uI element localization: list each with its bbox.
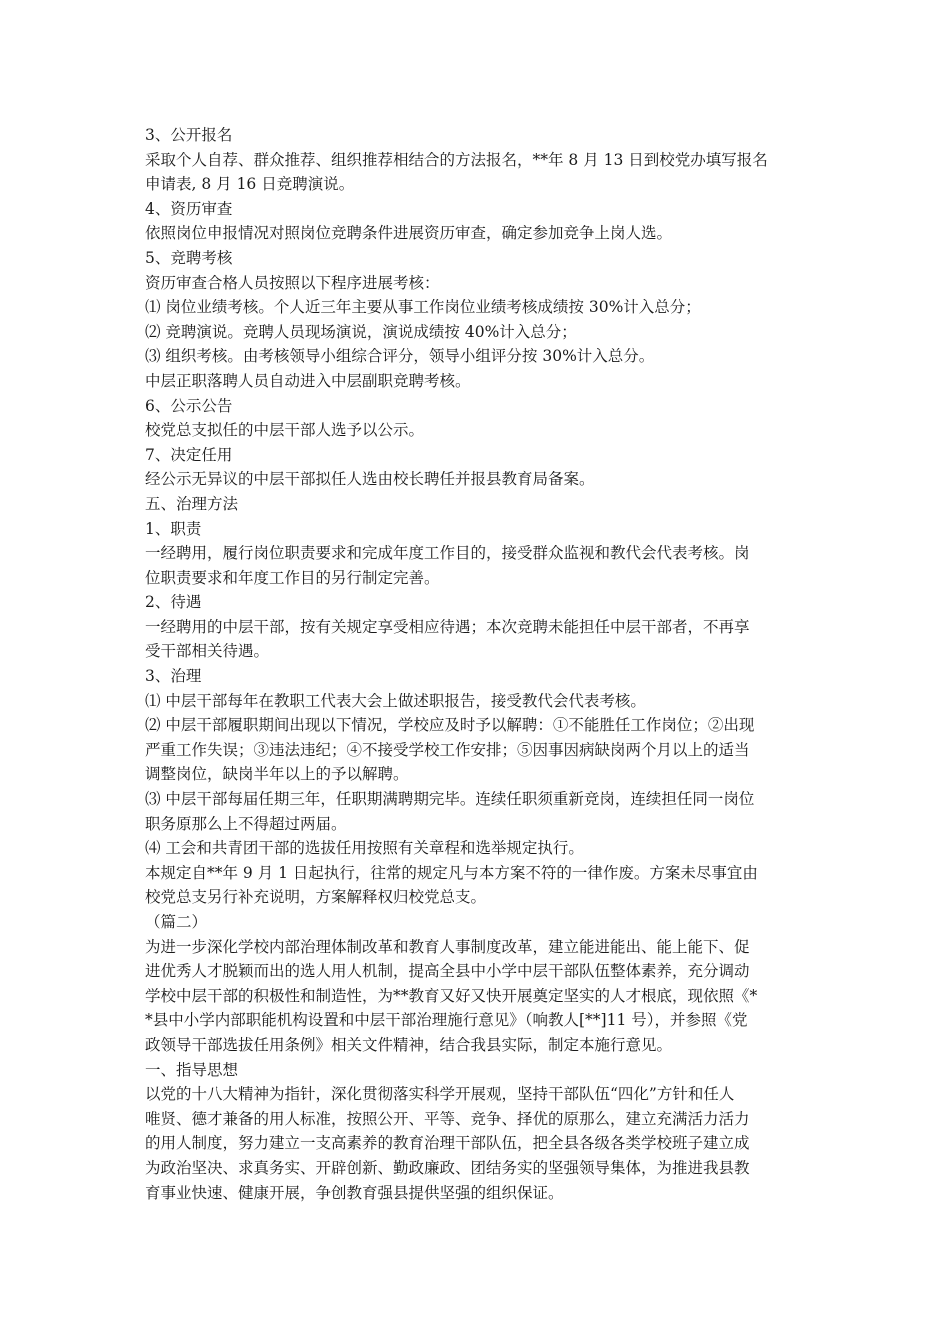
text-line: 的用人制度，努力建立一支高素养的教育治理干部队伍，把全县各级各类学校班子建立成: [145, 1134, 750, 1153]
text-line: 育事业快速、健康开展，争创教育强县提供坚强的组织保证。: [145, 1183, 564, 1202]
text-line: 校党总支另行补充说明，方案解释权归校党总支。: [145, 888, 487, 907]
text-line: ⑵ 竞聘演说。竞聘人员现场演说，演说成绩按 40%计入总分；: [145, 322, 577, 341]
text-line: 唯贤、德才兼备的用人标准，按照公开、平等、竞争、择优的原那么，建立充满活力活力: [145, 1109, 750, 1128]
text-line: 一经聘用，履行岗位职责要求和完成年度工作目的，接受群众监视和教代会代表考核。岗: [145, 544, 750, 563]
text-line: *县中小学内部职能机构设置和中层干部治理施行意见》（响教人[**]11 号），并参照《党: [145, 1011, 748, 1030]
text-line: 以党的十八大精神为指针，深化贯彻落实科学开展观，坚持干部队伍“四化”方针和任人: [145, 1085, 735, 1104]
text-line: 6、公示公告: [145, 396, 233, 415]
text-line: 2、待遇: [145, 593, 202, 612]
text-line: ⑴ 中层干部每年在教职工代表大会上做述职报告，接受教代会代表考核。: [145, 691, 646, 710]
text-line: 3、公开报名: [145, 126, 233, 144]
text-line: 4、资历审查: [145, 199, 233, 218]
text-line: 位职责要求和年度工作目的另行制定完善。: [145, 568, 440, 587]
text-line: 为政治坚决、求真务实、开辟创新、勤政廉政、团结务实的坚强领导集体，为推进我县教: [145, 1158, 750, 1177]
text-line: 学校中层干部的积极性和制造性，为**教育又好又快开展奠定坚实的人才根底，现依照《*: [145, 986, 758, 1005]
text-line: 校党总支拟任的中层干部人选予以公示。: [145, 421, 425, 440]
text-line: ⑵ 中层干部履职期间出现以下情况，学校应及时予以解聘：①不能胜任工作岗位；②出现: [145, 716, 755, 735]
text-line: ⑷ 工会和共青团干部的选拔任用按照有关章程和选举规定执行。: [145, 839, 584, 858]
text-line: （篇二）: [145, 913, 208, 931]
text-line: ⑶ 中层干部每届任期三年，任职期满聘期完毕。连续任职须重新竞岗，连续担任同一岗位: [145, 790, 755, 809]
text-line: 调整岗位，缺岗半年以上的予以解聘。: [145, 765, 409, 784]
text-line: 一经聘用的中层干部，按有关规定享受相应待遇；本次竞聘未能担任中层干部者，不再享: [145, 617, 750, 636]
text-line: 5、竞聘考核: [145, 248, 233, 267]
text-line: 一、指导思想: [145, 1060, 239, 1079]
text-line: 依照岗位申报情况对照岗位竞聘条件进展资历审查，确定参加竞争上岗人选。: [145, 224, 673, 243]
document-body: [145, 123, 810, 1205]
text-line: 经公示无异议的中层干部拟任人选由校长聘任并报县教育局备案。: [145, 470, 595, 489]
text-line: 为进一步深化学校内部治理体制改革和教育人事制度改革，建立能进能出、能上能下、促: [145, 937, 750, 956]
text-line: 五、治理方法: [145, 494, 239, 513]
text-line: 7、决定任用: [145, 445, 233, 464]
text-line: 1、职责: [145, 519, 202, 538]
text-line: 申请表, 8 月 16 日竞聘演说。: [145, 175, 355, 194]
text-line: 本规定自**年 9 月 1 日起执行，往常的规定凡与本方案不符的一律作废。方案未尽事宜由: [145, 863, 758, 882]
text-line: 受干部相关待遇。: [145, 642, 270, 661]
text-line: 3、治理: [145, 667, 202, 686]
text-line: ⑴ 岗位业绩考核。个人近三年主要从事工作岗位业绩考核成绩按 30%计入总分；: [145, 298, 701, 317]
text-line: 严重工作失误；③违法违纪；④不接受学校工作安排；⑤因事因病缺岗两个月以上的适当: [145, 740, 750, 759]
text-line: 中层正职落聘人员自动进入中层副职竞聘考核。: [145, 371, 471, 390]
text-line: 政领导干部选拔任用条例》相关文件精神，结合我县实际，制定本施行意见。: [145, 1035, 673, 1054]
text-line: 职务原那么上不得超过两届。: [145, 814, 347, 833]
text-line: 进优秀人才脱颖而出的选人用人机制，提高全县中小学中层干部队伍整体素养，充分调动: [145, 962, 750, 981]
text-line: ⑶ 组织考核。由考核领导小组综合评分，领导小组评分按 30%计入总分。: [145, 347, 655, 366]
text-line: 资历审查合格人员按照以下程序进展考核：: [145, 273, 440, 292]
text-line: 采取个人自荐、群众推荐、组织推荐相结合的方法报名，**年 8 月 13 日到校党办填写报名: [145, 150, 768, 169]
